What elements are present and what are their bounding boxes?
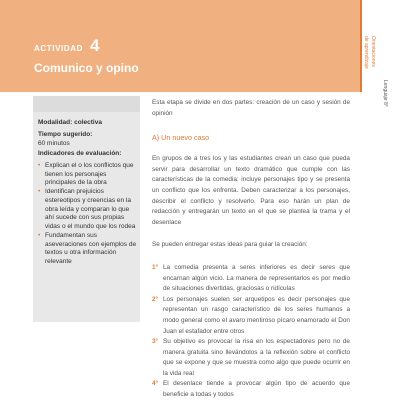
main-content: [152, 98, 350, 400]
indicadores-list: [38, 162, 138, 267]
indicador-item: • Explican el o los conflictos que tienen los personajes principales de la obra: [38, 162, 138, 188]
activity-label: ACTIVIDAD: [34, 44, 83, 53]
indicador-item: • Identifican prejuicios estereotipos y creencias en la obra leída y comparan lo que ahí sucede con sus propias vidas o el mundo que los rodea: [38, 188, 138, 231]
idea-item: [152, 295, 350, 337]
ideas-intro: Se pueden entregar estas ideas para guiar la creación:: [152, 241, 308, 249]
idea-item: [152, 379, 350, 400]
idea-number: 1°: [152, 263, 159, 271]
sidebar-header-band: [33, 96, 140, 112]
tiempo-value: 60 minutos: [38, 140, 70, 147]
idea-number: 2°: [152, 295, 159, 303]
side-tab-label-top: Orientaciones: [370, 36, 376, 67]
idea-text: Su objetivo es provocar la risa en los espectadores pero no de manera gratuita sino llevándolos a la reflexión sobre el conflicto que se expone y que se muestra como algo que puede ocurrir en la vida real: [163, 338, 350, 377]
ideas-list: [152, 263, 350, 400]
activity-number: 4: [90, 36, 100, 55]
case-paragraph: En grupos de a tres los y las estudiantes crean un caso que pueda servir para desarrollar un texto dramático que cumple con las características de la comedia: incluye personajes tipo y se presenta un conflicto que los enfrenta. Deben caracterizar a los personajes, describir el conflicto y resolverlo. Para eso harán un plan de redacción y entregarán un texto en el que se plantea la trama y el desenlace: [152, 155, 350, 226]
idea-item: [152, 337, 350, 379]
page-marker: Lenguaje 8°: [382, 80, 388, 107]
side-divider: [360, 0, 362, 92]
idea-number: 4°: [152, 380, 159, 388]
idea-number: 3°: [152, 338, 159, 346]
modalidad-text: Modalidad: colectiva: [38, 119, 102, 126]
indicador-item: • Fundamentan sus aseveraciones con ejemplos de textos u otra información relevante: [38, 232, 138, 266]
idea-text: Los personajes suelen ser arquetipos es decir personajes que representan un rasgo característico de los seres humanos a modo general como el avaro mentiroso pícaro enamorado el Don Juan el estafador entre otros: [163, 295, 350, 335]
activity-title: Comunico y opino: [34, 61, 139, 75]
idea-text: El desenlace tiende a provocar algún tipo de acuerdo que beneficie a todas y todos: [163, 380, 350, 399]
intro-paragraph: Esta etapa se divide en dos partes: creación de un caso y sesión de opinión: [152, 99, 350, 117]
idea-item: [152, 263, 350, 295]
idea-text: La comedia presenta a seres inferiores es decir seres que encarnan algún vicio. La manera de representarlos es por medio de situaciones divertidas, graciosas o ridículas: [163, 263, 350, 293]
activity-banner: [0, 0, 360, 92]
indicadores-label: Indicadores de evaluación:: [38, 150, 122, 157]
side-tab-label-bottom: de aprendizaje: [363, 36, 369, 69]
info-sidebar: [33, 96, 140, 322]
tiempo-label: Tiempo sugerido:: [38, 131, 93, 138]
section-heading-a: A) Un nuevo caso: [152, 133, 210, 143]
